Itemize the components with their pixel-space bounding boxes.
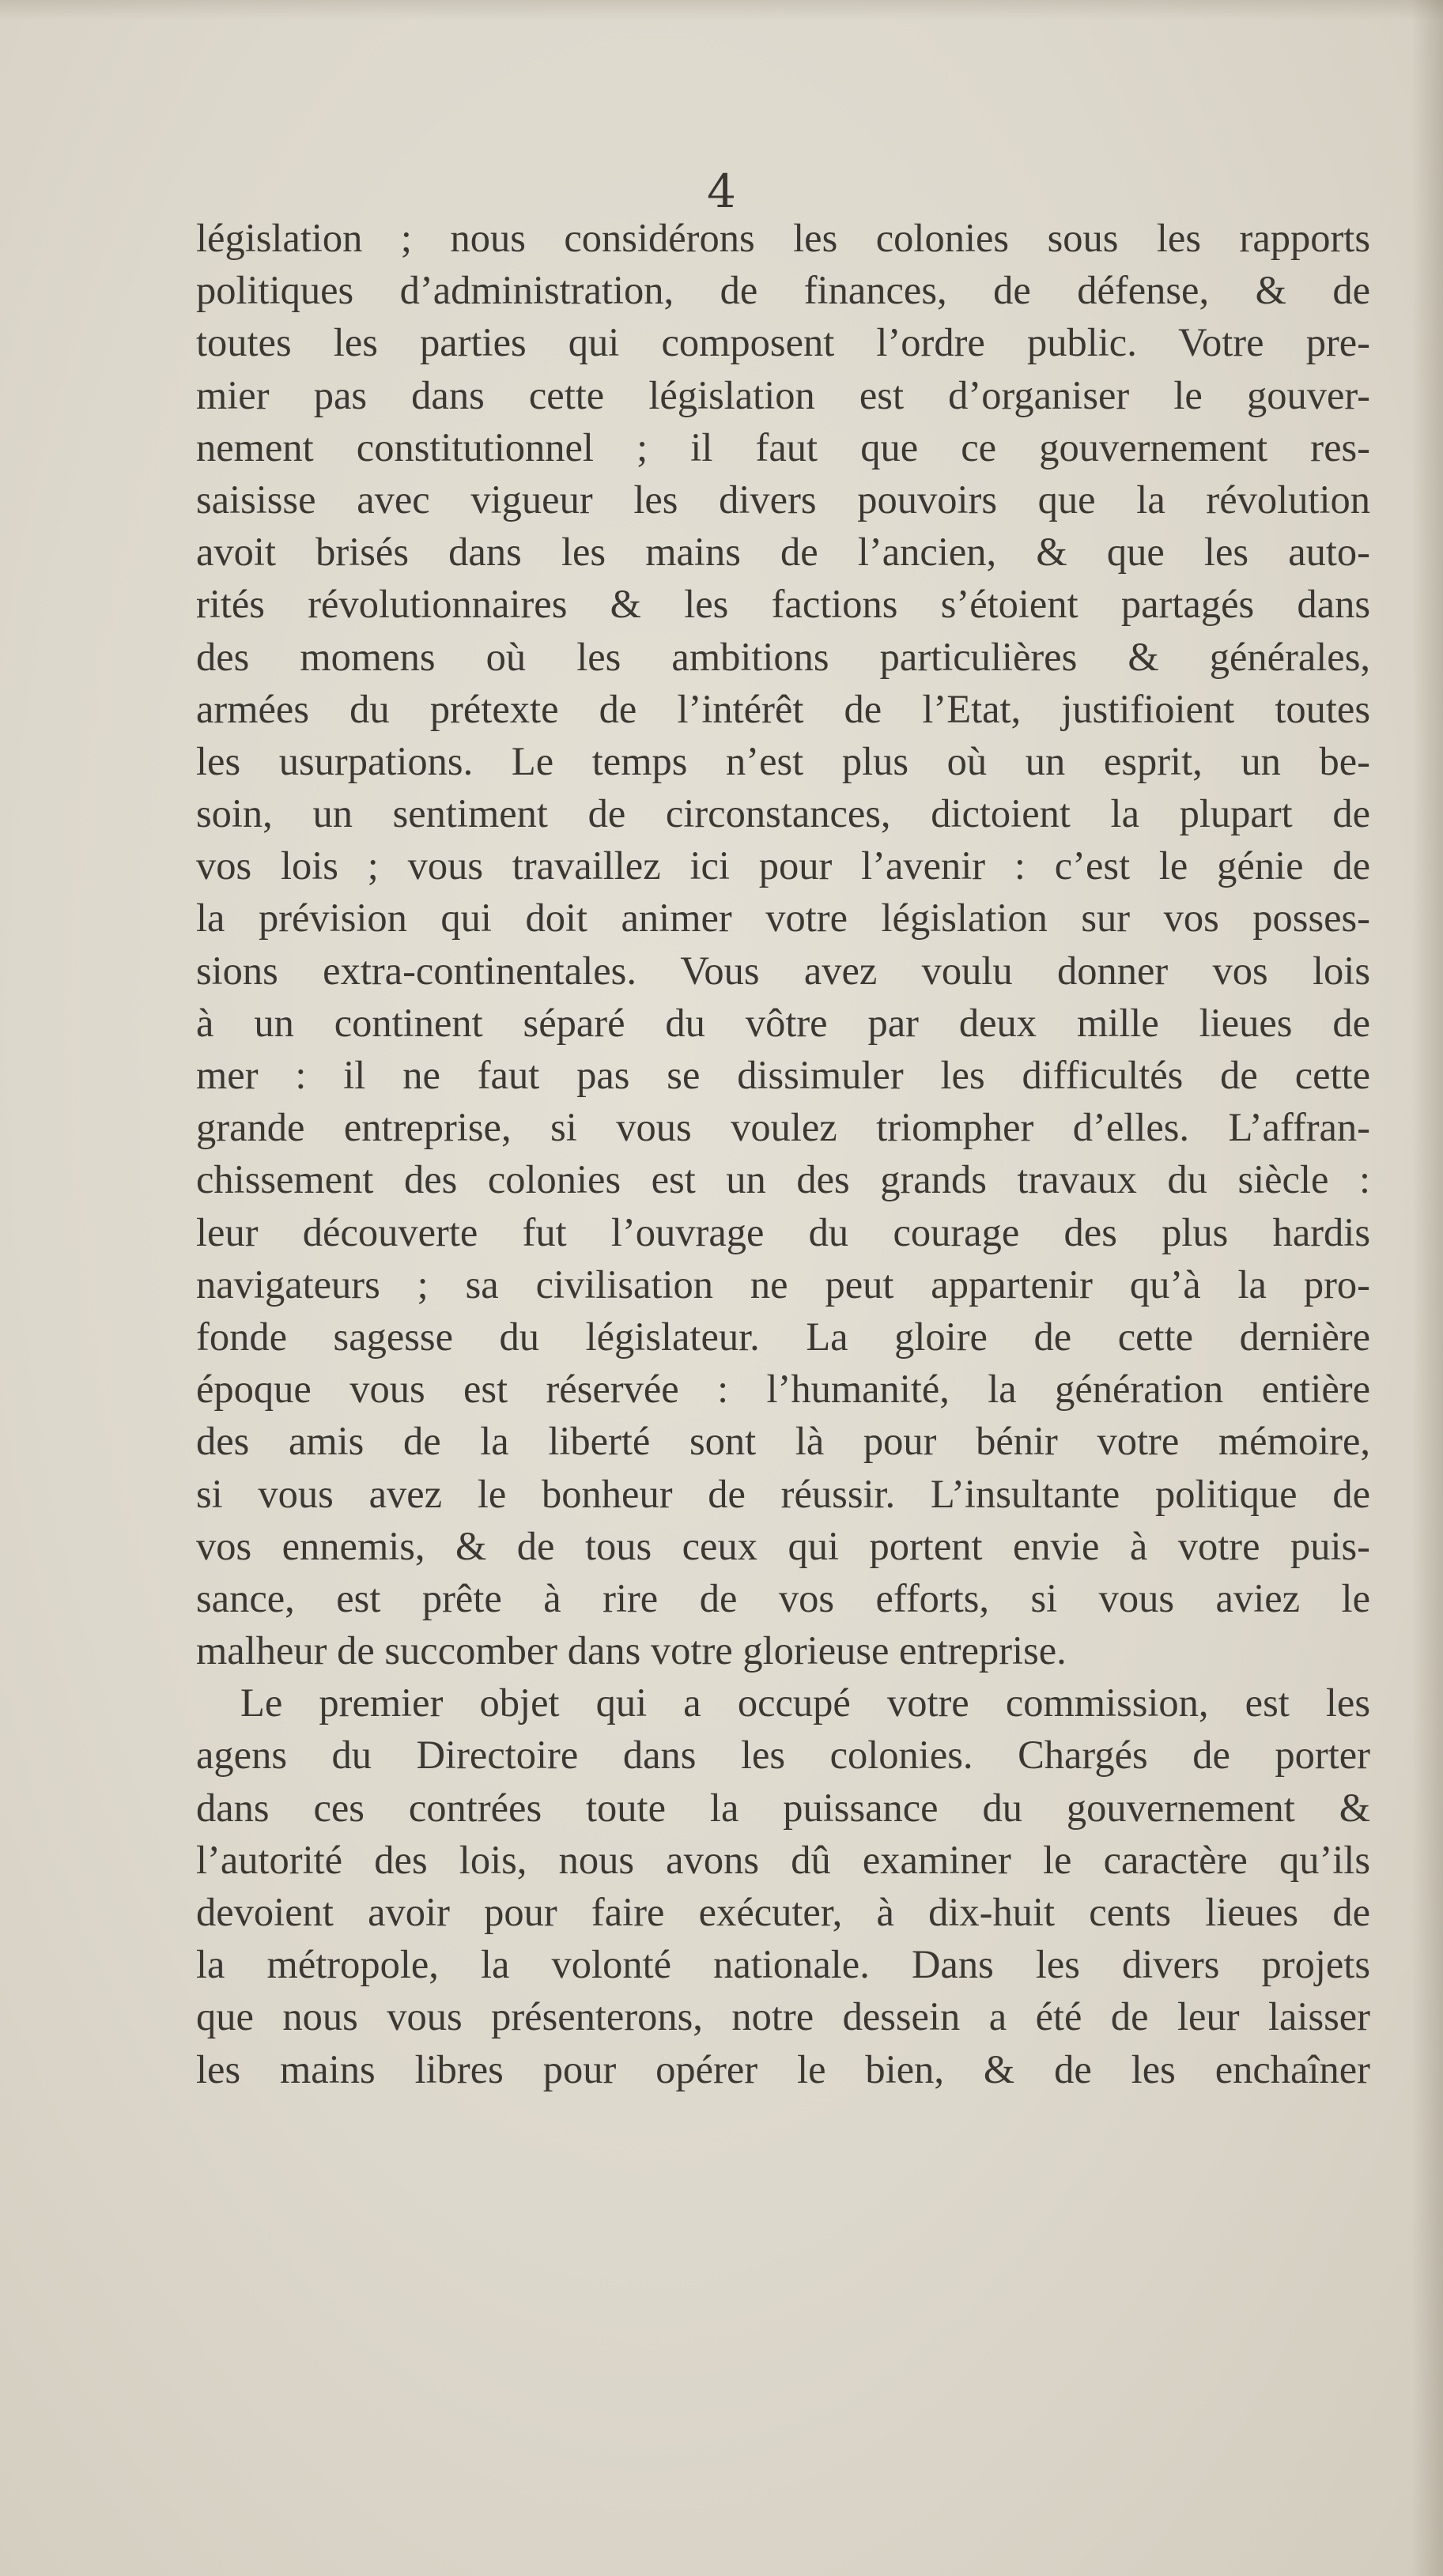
- text-line: politiques d’administration, de finances, de défense, & de: [196, 268, 1370, 313]
- page-edge-shadow: [1411, 0, 1443, 2576]
- text-line: armées du prétexte de l’intérêt de l’Etat, justifioient toutes: [196, 686, 1370, 731]
- text-line: rités révolutionnaires & les factions s’étoient partagés dans: [196, 582, 1370, 627]
- text-line: législation ; nous considérons les colonies sous les rapports: [196, 216, 1370, 260]
- text-line: vos lois ; vous travaillez ici pour l’avenir : c’est le génie de: [196, 843, 1370, 888]
- text-line: chissement des colonies est un des grands travaux du siècle :: [196, 1157, 1370, 1202]
- text-line: des amis de la liberté sont là pour bénir votre mémoire,: [196, 1419, 1370, 1464]
- text-line: sance, est prête à rire de vos efforts, si vous aviez le: [196, 1575, 1370, 1620]
- text-line: la métropole, la volonté nationale. Dans les divers projets: [196, 1942, 1370, 1987]
- text-line: époque vous est réservée : l’humanité, la génération entière: [196, 1367, 1370, 1412]
- text-line: les mains libres pour opérer le bien, & de les enchaîner: [196, 2046, 1370, 2091]
- text-line: leur découverte fut l’ouvrage du courage des plus hardis: [196, 1209, 1370, 1254]
- text-line: dans ces contrées toute la puissance du gouvernement &: [196, 1785, 1370, 1830]
- page-number: 4: [707, 164, 736, 218]
- text-line: vos ennemis, & de tous ceux qui portent envie à votre puis-: [196, 1523, 1370, 1568]
- text-line: grande entreprise, si vous voulez triompher d’elles. L’affran-: [196, 1105, 1370, 1150]
- body-text: [196, 212, 1370, 2095]
- text-line: avoit brisés dans les mains de l’ancien, & que les auto-: [196, 530, 1370, 575]
- text-line: que nous vous présenterons, notre dessein a été de leur laisser: [196, 1994, 1370, 2039]
- text-line: à un continent séparé du vôtre par deux mille lieues de: [196, 1000, 1370, 1045]
- text-line: la prévision qui doit animer votre législation sur vos posses-: [196, 896, 1370, 941]
- text-line: mer : il ne faut pas se dissimuler les difficultés de cette: [196, 1053, 1370, 1097]
- text-line: mier pas dans cette législation est d’organiser le gouver-: [196, 372, 1370, 417]
- text-line: fonde sagesse du législateur. La gloire de cette dernière: [196, 1314, 1370, 1359]
- text-line: toutes les parties qui composent l’ordre public. Votre pre-: [196, 320, 1370, 365]
- text-line: soin, un sentiment de circonstances, dictoient la plupart de: [196, 791, 1370, 836]
- paragraph-start-line: Le premier objet qui a occupé votre commission, est les: [240, 1680, 1370, 1726]
- text-line: l’autorité des lois, nous avons dû examiner le caractère qu’ils: [196, 1837, 1370, 1882]
- text-line: si vous avez le bonheur de réussir. L’insultante politique de: [196, 1471, 1370, 1516]
- text-line: des momens où les ambitions particulières & générales,: [196, 634, 1370, 679]
- text-line: nement constitutionnel ; il faut que ce gouvernement res-: [196, 424, 1370, 470]
- page-top-shadow: [0, 0, 1443, 21]
- text-line: les usurpations. Le temps n’est plus où un esprit, un be-: [196, 738, 1370, 783]
- text-line: devoient avoir pour faire exécuter, à dix-huit cents lieues de: [196, 1890, 1370, 1934]
- text-line: malheur de succomber dans votre glorieuse entreprise.: [196, 1628, 1067, 1673]
- text-line: agens du Directoire dans les colonies. Chargés de porter: [196, 1733, 1370, 1778]
- text-line: saisisse avec vigueur les divers pouvoirs que la révolution: [196, 477, 1370, 522]
- text-line: navigateurs ; sa civilisation ne peut appartenir qu’à la pro-: [196, 1262, 1370, 1307]
- text-line: sions extra-continentales. Vous avez voulu donner vos lois: [196, 948, 1370, 993]
